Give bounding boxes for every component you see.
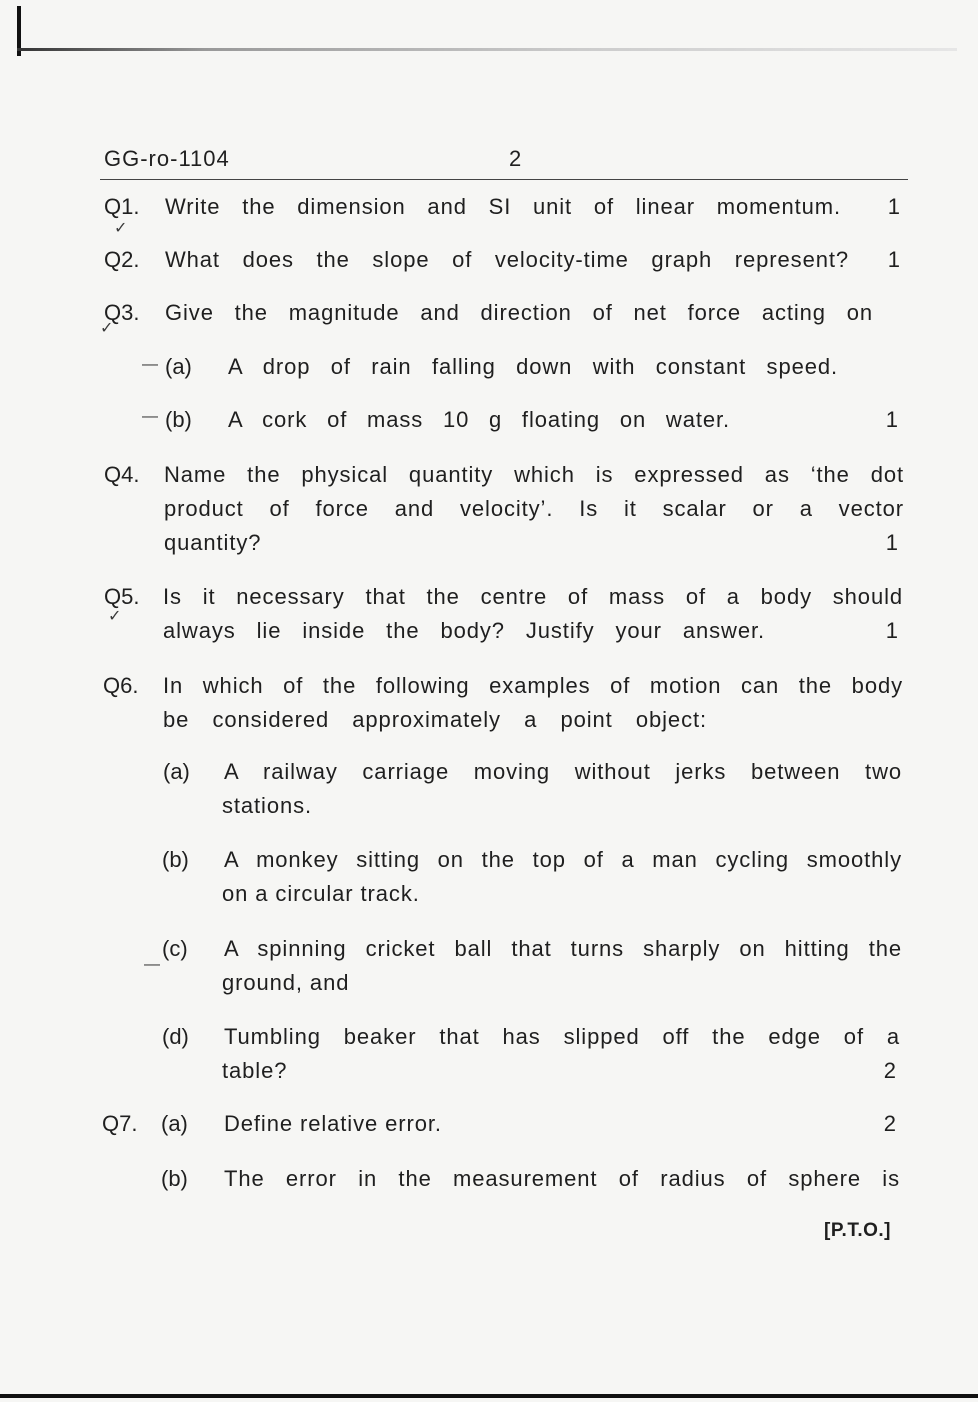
please-turn-over: [P.T.O.]	[824, 1220, 891, 1241]
header-rule	[100, 179, 908, 180]
q6b-label: (b)	[162, 847, 189, 872]
q2-marks: 1	[887, 247, 900, 272]
q1-text: Write the dimension and SI unit of linear momentum.	[165, 194, 841, 219]
q4-number: Q4.	[104, 462, 140, 487]
q2-text: What does the slope of velocity-time graph represent?	[165, 247, 849, 272]
q6c-label: (c)	[162, 936, 188, 961]
dash-mark-icon: —	[144, 956, 160, 973]
q5-line-1: Is it necessary that the centre of mass of a body should	[163, 584, 903, 609]
q7-number: Q7.	[102, 1111, 138, 1136]
scan-edge-bottom	[0, 1394, 978, 1398]
q5-line-2: always lie inside the body? Justify your answer.	[163, 618, 765, 643]
q3-marks: 1	[885, 407, 898, 432]
q6a-line-2: stations.	[222, 793, 313, 818]
q4-line-3: quantity?	[164, 530, 262, 555]
page-number: 2	[509, 146, 522, 171]
q4-line-1: Name the physical quantity which is expressed as ‘the dot	[164, 462, 904, 487]
q6-marks: 2	[883, 1058, 896, 1083]
q4-line-2: product of force and velocity’. Is it scalar or a vector	[164, 496, 904, 521]
q6-number: Q6.	[103, 673, 139, 698]
q5-number: Q5.	[104, 584, 140, 609]
q3-number: Q3.	[104, 300, 140, 325]
q6-line-2: be considered approximately a point object:	[163, 707, 707, 732]
q7a-marks: 2	[883, 1111, 896, 1136]
dash-mark-icon: —	[142, 408, 158, 425]
q6d-line-2: table?	[222, 1058, 288, 1083]
q5-marks: 1	[885, 618, 898, 643]
q6a-line-1: A railway carriage moving without jerks between two	[224, 759, 902, 784]
q3b-text: A cork of mass 10 g floating on water.	[228, 407, 730, 432]
q7b-text: The error in the measurement of radius of sphere is	[224, 1166, 900, 1191]
q3-text: Give the magnitude and direction of net force acting on	[165, 300, 873, 325]
dash-mark-icon: —	[142, 356, 158, 373]
q7a-label: (a)	[161, 1111, 188, 1136]
check-mark-icon: ✓	[100, 320, 114, 337]
q6-line-1: In which of the following examples of motion can the body	[163, 673, 903, 698]
q1-number: Q1.	[104, 194, 140, 219]
q1-marks: 1	[887, 194, 900, 219]
paper-code: GG-ro-1104	[104, 146, 230, 171]
q6b-line-2: on a circular track.	[222, 881, 420, 906]
q6d-label: (d)	[162, 1024, 189, 1049]
q3a-label: (a)	[165, 354, 192, 379]
q2-number: Q2.	[104, 247, 140, 272]
q4-marks: 1	[885, 530, 898, 555]
check-mark-icon: ✓	[108, 608, 122, 625]
q6c-line-2: ground, and	[222, 970, 350, 995]
q3b-label: (b)	[165, 407, 192, 432]
q6b-line-1: A monkey sitting on the top of a man cycling smoothly	[224, 847, 902, 872]
q6a-label: (a)	[163, 759, 190, 784]
check-mark-icon: ✓	[114, 220, 128, 237]
q6d-line-1: Tumbling beaker that has slipped off the edge of a	[224, 1024, 900, 1049]
scan-edge-top	[17, 48, 957, 51]
q3a-text: A drop of rain falling down with constant speed.	[228, 354, 838, 379]
q6c-line-1: A spinning cricket ball that turns sharply on hitting the	[224, 936, 902, 961]
q7a-text: Define relative error.	[224, 1111, 442, 1136]
q7b-label: (b)	[161, 1166, 188, 1191]
